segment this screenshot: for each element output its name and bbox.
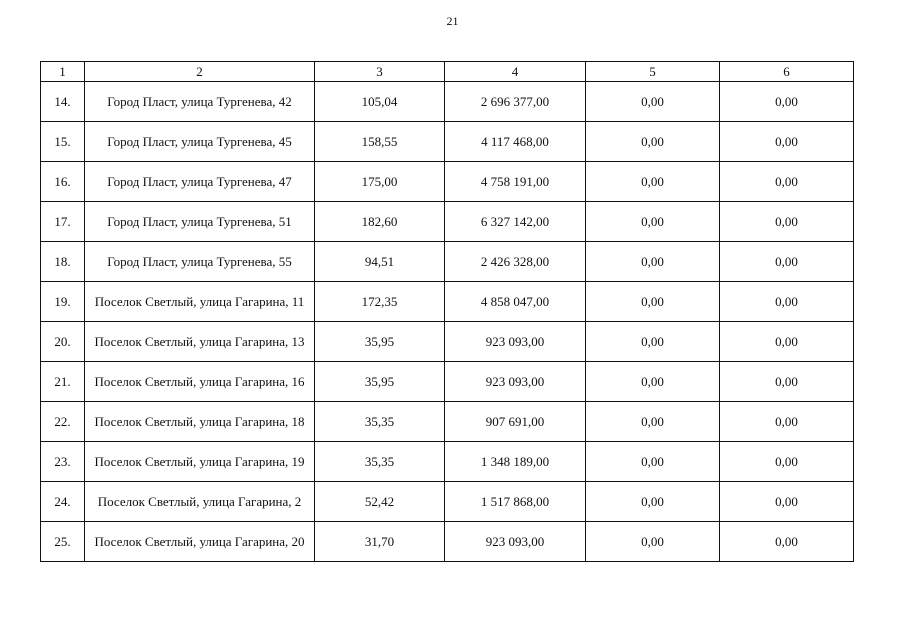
value-cell: 0,00 [720,402,854,442]
value-cell: 0,00 [720,362,854,402]
address-cell: Город Пласт, улица Тургенева, 55 [85,242,315,282]
table-row [41,162,854,202]
cost-cell: 2 696 377,00 [445,82,586,122]
value-cell: 0,00 [586,202,720,242]
row-number-cell: 14. [41,82,85,122]
area-cell: 182,60 [315,202,445,242]
table-row [41,442,854,482]
value-cell: 0,00 [720,162,854,202]
table-row [41,122,854,162]
value-cell: 0,00 [586,362,720,402]
value-cell: 0,00 [586,122,720,162]
value-cell: 0,00 [720,442,854,482]
value-cell: 0,00 [586,82,720,122]
value-cell: 0,00 [720,202,854,242]
cost-cell: 2 426 328,00 [445,242,586,282]
address-cell: Поселок Светлый, улица Гагарина, 2 [85,482,315,522]
area-cell: 35,35 [315,442,445,482]
address-cell: Город Пласт, улица Тургенева, 45 [85,122,315,162]
table-row [41,522,854,562]
area-cell: 35,95 [315,322,445,362]
page-number: 21 [446,14,459,28]
value-cell: 0,00 [720,242,854,282]
value-cell: 0,00 [586,442,720,482]
area-cell: 175,00 [315,162,445,202]
cost-cell: 923 093,00 [445,522,586,562]
area-cell: 105,04 [315,82,445,122]
cost-cell: 923 093,00 [445,322,586,362]
cost-cell: 4 858 047,00 [445,282,586,322]
value-cell: 0,00 [586,242,720,282]
row-number-cell: 25. [41,522,85,562]
row-number-cell: 22. [41,402,85,442]
cost-cell: 1 517 868,00 [445,482,586,522]
table-row [41,242,854,282]
table-row [41,482,854,522]
row-number-cell: 19. [41,282,85,322]
area-cell: 35,35 [315,402,445,442]
column-header: 3 [315,62,445,82]
area-cell: 172,35 [315,282,445,322]
address-cell: Город Пласт, улица Тургенева, 51 [85,202,315,242]
value-cell: 0,00 [720,122,854,162]
table-row [41,202,854,242]
value-cell: 0,00 [586,482,720,522]
value-cell: 0,00 [586,402,720,442]
address-cell: Поселок Светлый, улица Гагарина, 13 [85,322,315,362]
address-cell: Город Пласт, улица Тургенева, 42 [85,82,315,122]
row-number-cell: 23. [41,442,85,482]
address-cell: Поселок Светлый, улица Гагарина, 18 [85,402,315,442]
column-header: 4 [445,62,586,82]
value-cell: 0,00 [586,322,720,362]
address-cell: Поселок Светлый, улица Гагарина, 20 [85,522,315,562]
cost-cell: 923 093,00 [445,362,586,402]
row-number-cell: 15. [41,122,85,162]
value-cell: 0,00 [720,322,854,362]
value-cell: 0,00 [586,282,720,322]
area-cell: 158,55 [315,122,445,162]
value-cell: 0,00 [720,482,854,522]
row-number-cell: 20. [41,322,85,362]
table-row [41,282,854,322]
address-cell: Город Пласт, улица Тургенева, 47 [85,162,315,202]
value-cell: 0,00 [720,522,854,562]
cost-cell: 1 348 189,00 [445,442,586,482]
cost-cell: 4 758 191,00 [445,162,586,202]
data-table [40,61,854,562]
value-cell: 0,00 [586,522,720,562]
area-cell: 35,95 [315,362,445,402]
column-header: 2 [85,62,315,82]
area-cell: 52,42 [315,482,445,522]
cost-cell: 907 691,00 [445,402,586,442]
value-cell: 0,00 [586,162,720,202]
table-row [41,402,854,442]
column-header: 1 [41,62,85,82]
cost-cell: 4 117 468,00 [445,122,586,162]
area-cell: 31,70 [315,522,445,562]
table-row [41,82,854,122]
value-cell: 0,00 [720,82,854,122]
address-cell: Поселок Светлый, улица Гагарина, 16 [85,362,315,402]
table-row [41,322,854,362]
address-cell: Поселок Светлый, улица Гагарина, 11 [85,282,315,322]
row-number-cell: 17. [41,202,85,242]
table-row [41,362,854,402]
area-cell: 94,51 [315,242,445,282]
row-number-cell: 18. [41,242,85,282]
address-cell: Поселок Светлый, улица Гагарина, 19 [85,442,315,482]
row-number-cell: 21. [41,362,85,402]
row-number-cell: 24. [41,482,85,522]
cost-cell: 6 327 142,00 [445,202,586,242]
row-number-cell: 16. [41,162,85,202]
value-cell: 0,00 [720,282,854,322]
column-header: 6 [720,62,854,82]
header-row [41,62,854,82]
column-header: 5 [586,62,720,82]
